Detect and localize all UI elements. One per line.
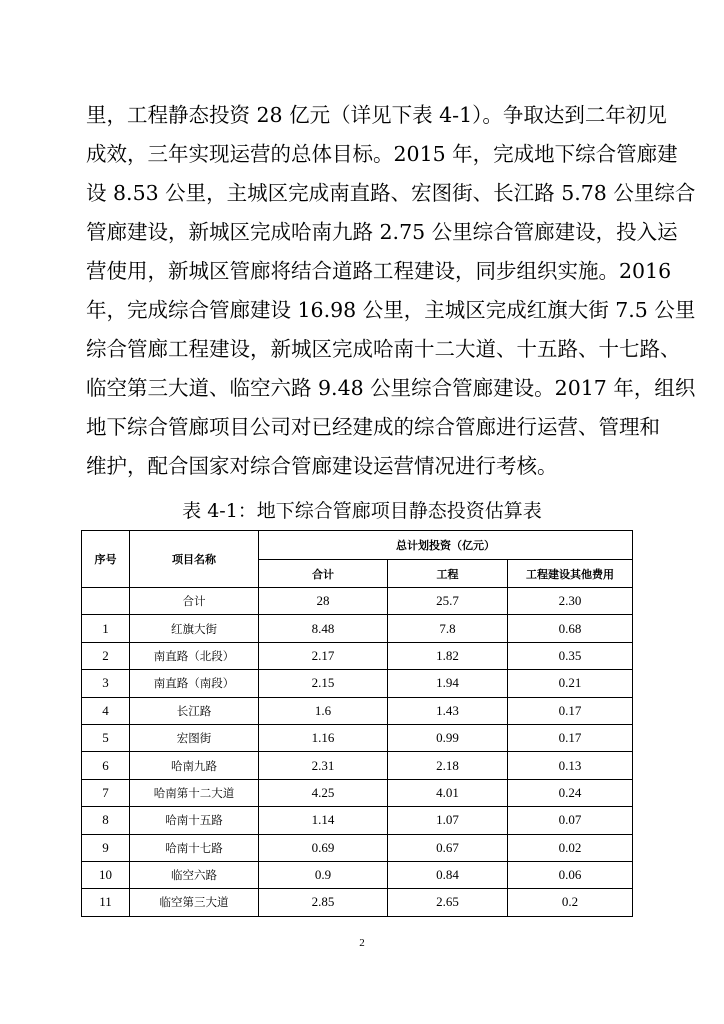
cell-total: 1.16 [259,724,388,751]
paragraph-line: 管廊建设，新城区完成哈南九路 2.75 公里综合管廊建设，投入运 [86,220,678,244]
cell-seq: 7 [82,779,130,806]
cell-name: 宏图街 [130,724,259,751]
table-row [82,697,633,724]
paragraph-line: 地下综合管廊项目公司对已经建成的综合管廊进行运营、管理和 [86,415,660,439]
cell-total: 28 [259,588,388,615]
paragraph-line: 里，工程静态投资 28 亿元（详见下表 4-1）。争取达到二年初见 [86,103,667,127]
cell-total: 1.6 [259,697,388,724]
table-row [82,807,633,834]
table-row [82,861,633,888]
cell-engineering: 2.18 [388,752,508,779]
cell-total: 0.69 [259,834,388,861]
cell-name: 临空第三大道 [130,889,259,916]
cell-name: 哈南第十二大道 [130,779,259,806]
paragraph-line: 营使用，新城区管廊将结合道路工程建设，同步组织实施。2016 [86,259,672,283]
cell-seq: 6 [82,752,130,779]
header-engineering: 工程 [388,560,508,588]
table-row [82,615,633,642]
table-row [82,670,633,697]
table-row [82,724,633,751]
cell-seq: 4 [82,697,130,724]
cell-engineering: 0.84 [388,861,508,888]
cell-seq: 10 [82,861,130,888]
page-number: 2 [359,937,365,949]
cell-name: 哈南十五路 [130,807,259,834]
cell-engineering: 1.43 [388,697,508,724]
cell-other: 0.07 [508,807,633,834]
cell-engineering: 4.01 [388,779,508,806]
cell-other: 0.13 [508,752,633,779]
table-header-row [82,531,633,560]
cell-name: 长江路 [130,697,259,724]
cell-total: 2.85 [259,889,388,916]
header-group: 总计划投资（亿元） [259,531,633,560]
cell-engineering: 2.65 [388,889,508,916]
cell-name: 哈南十七路 [130,834,259,861]
cell-seq: 8 [82,807,130,834]
cell-seq: 11 [82,889,130,916]
cell-other: 2.30 [508,588,633,615]
cell-name: 南直路（南段） [130,670,259,697]
cell-total: 4.25 [259,779,388,806]
cell-engineering: 1.94 [388,670,508,697]
cell-seq: 2 [82,642,130,669]
cell-name: 南直路（北段） [130,642,259,669]
cell-seq: 9 [82,834,130,861]
header-seq: 序号 [82,531,130,588]
cell-total: 1.14 [259,807,388,834]
paragraph-line: 成效，三年实现运营的总体目标。2015 年，完成地下综合管廊建 [86,142,678,166]
cell-engineering: 0.67 [388,834,508,861]
cell-engineering: 7.8 [388,615,508,642]
cell-total: 8.48 [259,615,388,642]
cell-engineering: 25.7 [388,588,508,615]
cell-other: 0.24 [508,779,633,806]
header-other: 工程建设其他费用 [508,560,633,588]
investment-table [81,530,633,917]
cell-other: 0.35 [508,642,633,669]
cell-name: 合计 [130,588,259,615]
cell-seq [82,588,130,615]
cell-other: 0.2 [508,889,633,916]
cell-other: 0.21 [508,670,633,697]
header-total: 合计 [259,560,388,588]
cell-other: 0.02 [508,834,633,861]
cell-total: 2.31 [259,752,388,779]
cell-other: 0.68 [508,615,633,642]
cell-seq: 1 [82,615,130,642]
table-caption: 表 4-1：地下综合管廊项目静态投资估算表 [182,500,542,522]
cell-name: 哈南九路 [130,752,259,779]
table-row [82,752,633,779]
cell-seq: 3 [82,670,130,697]
table-row [82,588,633,615]
table-row [82,779,633,806]
cell-name: 红旗大街 [130,615,259,642]
cell-engineering: 1.82 [388,642,508,669]
cell-total: 2.17 [259,642,388,669]
table-row [82,834,633,861]
header-name: 项目名称 [130,531,259,588]
cell-total: 2.15 [259,670,388,697]
cell-engineering: 1.07 [388,807,508,834]
cell-name: 临空六路 [130,861,259,888]
paragraph-line: 设 8.53 公里，主城区完成南直路、宏图街、长江路 5.78 公里综合 [86,181,696,205]
paragraph-line: 年，完成综合管廊建设 16.98 公里，主城区完成红旗大街 7.5 公里 [86,298,696,322]
table-row [82,889,633,916]
cell-total: 0.9 [259,861,388,888]
body-paragraph [86,92,696,482]
paragraph-line: 综合管廊工程建设，新城区完成哈南十二大道、十五路、十七路、 [86,337,681,361]
paragraph-line: 维护，配合国家对综合管廊建设运营情况进行考核。 [86,454,558,478]
paragraph-line: 临空第三大道、临空六路 9.48 公里综合管廊建设。2017 年，组织 [86,376,696,400]
table-row [82,642,633,669]
cell-seq: 5 [82,724,130,751]
cell-other: 0.17 [508,724,633,751]
cell-engineering: 0.99 [388,724,508,751]
cell-other: 0.06 [508,861,633,888]
cell-other: 0.17 [508,697,633,724]
